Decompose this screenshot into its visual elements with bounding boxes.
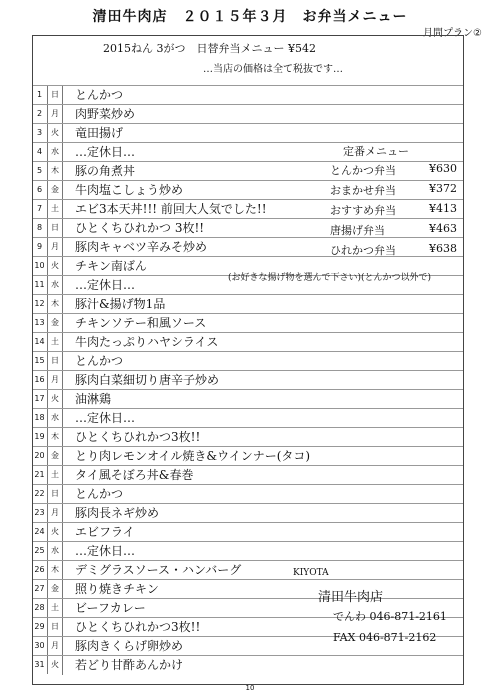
weekday: 金 — [47, 580, 62, 598]
column-divider — [62, 333, 63, 352]
weekday: 火 — [47, 390, 62, 408]
column-divider — [62, 105, 63, 124]
menu-item: 竜田揚げ — [75, 126, 124, 140]
menu-item: 牛肉たっぷりハヤシライス — [75, 335, 219, 349]
column-divider — [62, 238, 63, 257]
day-number: 18 — [34, 413, 45, 422]
menu-item: 豚肉白菜細切り唐辛子炒め — [75, 373, 220, 387]
standard-name: 唐揚げ弁当 — [330, 224, 385, 237]
column-divider — [62, 580, 63, 599]
weekday: 水 — [47, 409, 62, 427]
menu-item: 肉野菜炒め — [75, 107, 136, 121]
standard-price: ¥638 — [429, 242, 457, 255]
column-divider — [62, 618, 63, 637]
standard-price: ¥413 — [429, 202, 457, 215]
notebook-sheet — [32, 35, 464, 685]
standard-price: ¥630 — [429, 162, 457, 175]
weekday: 土 — [47, 333, 62, 351]
menu-item: タイ風そぼろ丼&春巻 — [75, 468, 194, 482]
day-number: 8 — [36, 223, 43, 232]
day-number: 6 — [36, 185, 43, 194]
table-row — [33, 503, 463, 523]
weekday: 金 — [47, 181, 62, 199]
menu-item: …定休日… — [75, 278, 136, 292]
column-divider — [62, 428, 63, 447]
shop-name: 清田牛肉店 — [318, 590, 384, 605]
weekday: 日 — [47, 618, 62, 636]
menu-item: 豚肉キャベツ辛みそ炒め — [75, 240, 208, 254]
day-number: 10 — [34, 261, 45, 270]
day-number: 29 — [34, 622, 45, 631]
weekday: 火 — [47, 124, 62, 142]
day-number: 31 — [34, 660, 45, 669]
weekday: 日 — [47, 219, 62, 237]
day-number: 22 — [34, 489, 45, 498]
column-divider — [62, 352, 63, 371]
menu-item: ビーフカレー — [75, 601, 146, 615]
table-row — [33, 237, 463, 257]
day-number: 4 — [36, 147, 43, 156]
table-row — [33, 370, 463, 390]
column-divider — [62, 295, 63, 314]
weekday: 日 — [47, 86, 62, 104]
column-divider — [62, 86, 63, 105]
menu-item: ひとくちひれかつ 3枚!! — [75, 221, 205, 235]
standard-name: ひれかつ弁当 — [330, 244, 396, 257]
menu-item: チキンソテー和風ソース — [75, 316, 207, 330]
plan-label: 月間プラン② — [423, 28, 482, 39]
column-divider — [62, 200, 63, 219]
table-row — [33, 199, 463, 219]
day-number: 12 — [34, 299, 45, 308]
menu-item: 牛肉塩こしょう炒め — [75, 183, 184, 197]
weekday: 水 — [47, 542, 62, 560]
table-row — [33, 465, 463, 485]
column-divider — [62, 314, 63, 333]
menu-item: とり肉レモンオイル焼き&ウインナー(タコ) — [75, 449, 311, 463]
menu-item: 若どり甘酢あんかけ — [75, 658, 184, 672]
day-number: 13 — [34, 318, 45, 327]
column-divider — [62, 390, 63, 409]
column-divider — [62, 181, 63, 200]
menu-item: エビ3本天丼!!! 前回大人気でした!! — [75, 202, 267, 216]
day-number: 3 — [36, 128, 43, 137]
menu-item: とんかつ — [75, 354, 124, 368]
shop-roman: KIYOTA — [293, 568, 329, 578]
column-divider — [62, 219, 63, 238]
standard-name: とんかつ弁当 — [330, 164, 396, 177]
menu-item: 照り焼きチキン — [75, 582, 159, 596]
table-row — [33, 123, 463, 143]
weekday: 金 — [47, 447, 62, 465]
table-row — [33, 522, 463, 542]
day-number: 11 — [34, 280, 45, 289]
menu-item: …定休日… — [75, 411, 136, 425]
column-divider — [62, 276, 63, 295]
weekday: 金 — [47, 314, 62, 332]
table-row — [33, 484, 463, 504]
weekday: 月 — [47, 504, 62, 522]
table-row — [33, 180, 463, 200]
column-divider — [62, 656, 63, 675]
page-number: 10 — [245, 684, 255, 692]
table-row — [33, 579, 463, 599]
weekday: 火 — [47, 523, 62, 541]
weekday: 月 — [47, 637, 62, 655]
table-row — [33, 313, 463, 333]
menu-item: とんかつ — [75, 88, 124, 102]
standard-name: おまかせ弁当 — [330, 184, 396, 197]
column-divider — [62, 447, 63, 466]
column-divider — [62, 409, 63, 428]
standard-name: おすすめ弁当 — [330, 204, 397, 217]
day-number: 21 — [34, 470, 45, 479]
table-row — [33, 332, 463, 352]
menu-item: …定休日… — [75, 544, 136, 558]
weekday: 日 — [47, 485, 62, 503]
day-number: 5 — [36, 166, 43, 175]
weekday: 日 — [47, 352, 62, 370]
weekday: 月 — [47, 371, 62, 389]
table-row — [33, 104, 463, 124]
column-divider — [62, 523, 63, 542]
weekday: 木 — [47, 561, 62, 579]
column-divider — [62, 599, 63, 618]
day-number: 30 — [34, 641, 45, 650]
column-divider — [62, 143, 63, 162]
day-number: 25 — [34, 546, 45, 555]
weekday: 木 — [47, 162, 62, 180]
note-day12: (お好きな揚げ物を選んで下さい)(とんかつ以外で) — [228, 273, 432, 283]
table-row — [33, 389, 463, 409]
table-row — [33, 560, 463, 580]
menu-item: ひとくちひれかつ3枚!! — [75, 430, 201, 444]
standard-price: ¥463 — [429, 222, 457, 235]
weekday: 火 — [47, 257, 62, 275]
column-divider — [62, 124, 63, 143]
table-row — [33, 655, 463, 675]
column-divider — [62, 542, 63, 561]
day-number: 16 — [34, 375, 45, 384]
weekday: 月 — [47, 238, 62, 256]
table-row — [33, 351, 463, 371]
day-number: 2 — [36, 109, 43, 118]
weekday: 水 — [47, 143, 62, 161]
column-divider — [62, 637, 63, 656]
weekday: 月 — [47, 105, 62, 123]
menu-item: エビフライ — [75, 525, 135, 539]
day-number: 28 — [34, 603, 45, 612]
day-number: 26 — [34, 565, 45, 574]
page-title: 清田牛肉店 ２０１５年３月 お弁当メニュー — [92, 9, 408, 25]
weekday: 土 — [47, 200, 62, 218]
day-number: 7 — [36, 204, 43, 213]
menu-item: 油淋鶏 — [75, 392, 112, 406]
menu-item: 豚肉長ネギ炒め — [75, 506, 160, 520]
column-divider — [62, 504, 63, 523]
menu-item: 豚汁&揚げ物1品 — [75, 297, 166, 311]
menu-item: デミグラスソース・ハンバーグ — [75, 563, 242, 577]
menu-item: ひとくちひれかつ3枚!! — [75, 620, 201, 634]
day-number: 9 — [36, 242, 43, 251]
column-divider — [62, 561, 63, 580]
menu-item: チキン南ばん — [75, 259, 147, 273]
day-number: 19 — [34, 432, 45, 441]
weekday: 土 — [47, 599, 62, 617]
menu-item: とんかつ — [75, 487, 124, 501]
day-number: 15 — [34, 356, 45, 365]
weekday: 木 — [47, 295, 62, 313]
table-row — [33, 161, 463, 181]
column-divider — [62, 466, 63, 485]
menu-item: 豚肉きくらげ卵炒め — [75, 639, 184, 653]
price-note: …当店の価格は全て税抜です… — [203, 64, 343, 75]
tel-number: でんわ 046-871-2161 — [333, 610, 447, 623]
day-number: 14 — [34, 337, 45, 346]
table-row — [33, 85, 463, 105]
weekday: 木 — [47, 428, 62, 446]
table-row — [33, 541, 463, 561]
day-number: 23 — [34, 508, 45, 517]
day-number: 24 — [34, 527, 45, 536]
table-row — [33, 446, 463, 466]
column-divider — [62, 371, 63, 390]
daily-menu-header: 2015ねん 3がつ 日替弁当メニュー ¥542 — [103, 42, 316, 55]
standard-price: ¥372 — [429, 182, 457, 195]
menu-item: …定休日… — [75, 145, 136, 159]
weekday: 水 — [47, 276, 62, 294]
table-row — [33, 408, 463, 428]
menu-item: 豚の角煮丼 — [75, 164, 136, 178]
column-divider — [62, 485, 63, 504]
standard-menu-title: 定番メニュー — [343, 145, 409, 158]
day-number: 17 — [34, 394, 45, 403]
day-number: 20 — [34, 451, 45, 460]
table-row — [33, 218, 463, 238]
weekday: 土 — [47, 466, 62, 484]
table-row — [33, 427, 463, 447]
fax-number: FAX 046-871-2162 — [333, 631, 437, 644]
day-number: 1 — [36, 90, 43, 99]
table-row — [33, 294, 463, 314]
day-number: 27 — [34, 584, 45, 593]
column-divider — [62, 257, 63, 276]
weekday: 火 — [47, 656, 62, 674]
column-divider — [62, 162, 63, 181]
